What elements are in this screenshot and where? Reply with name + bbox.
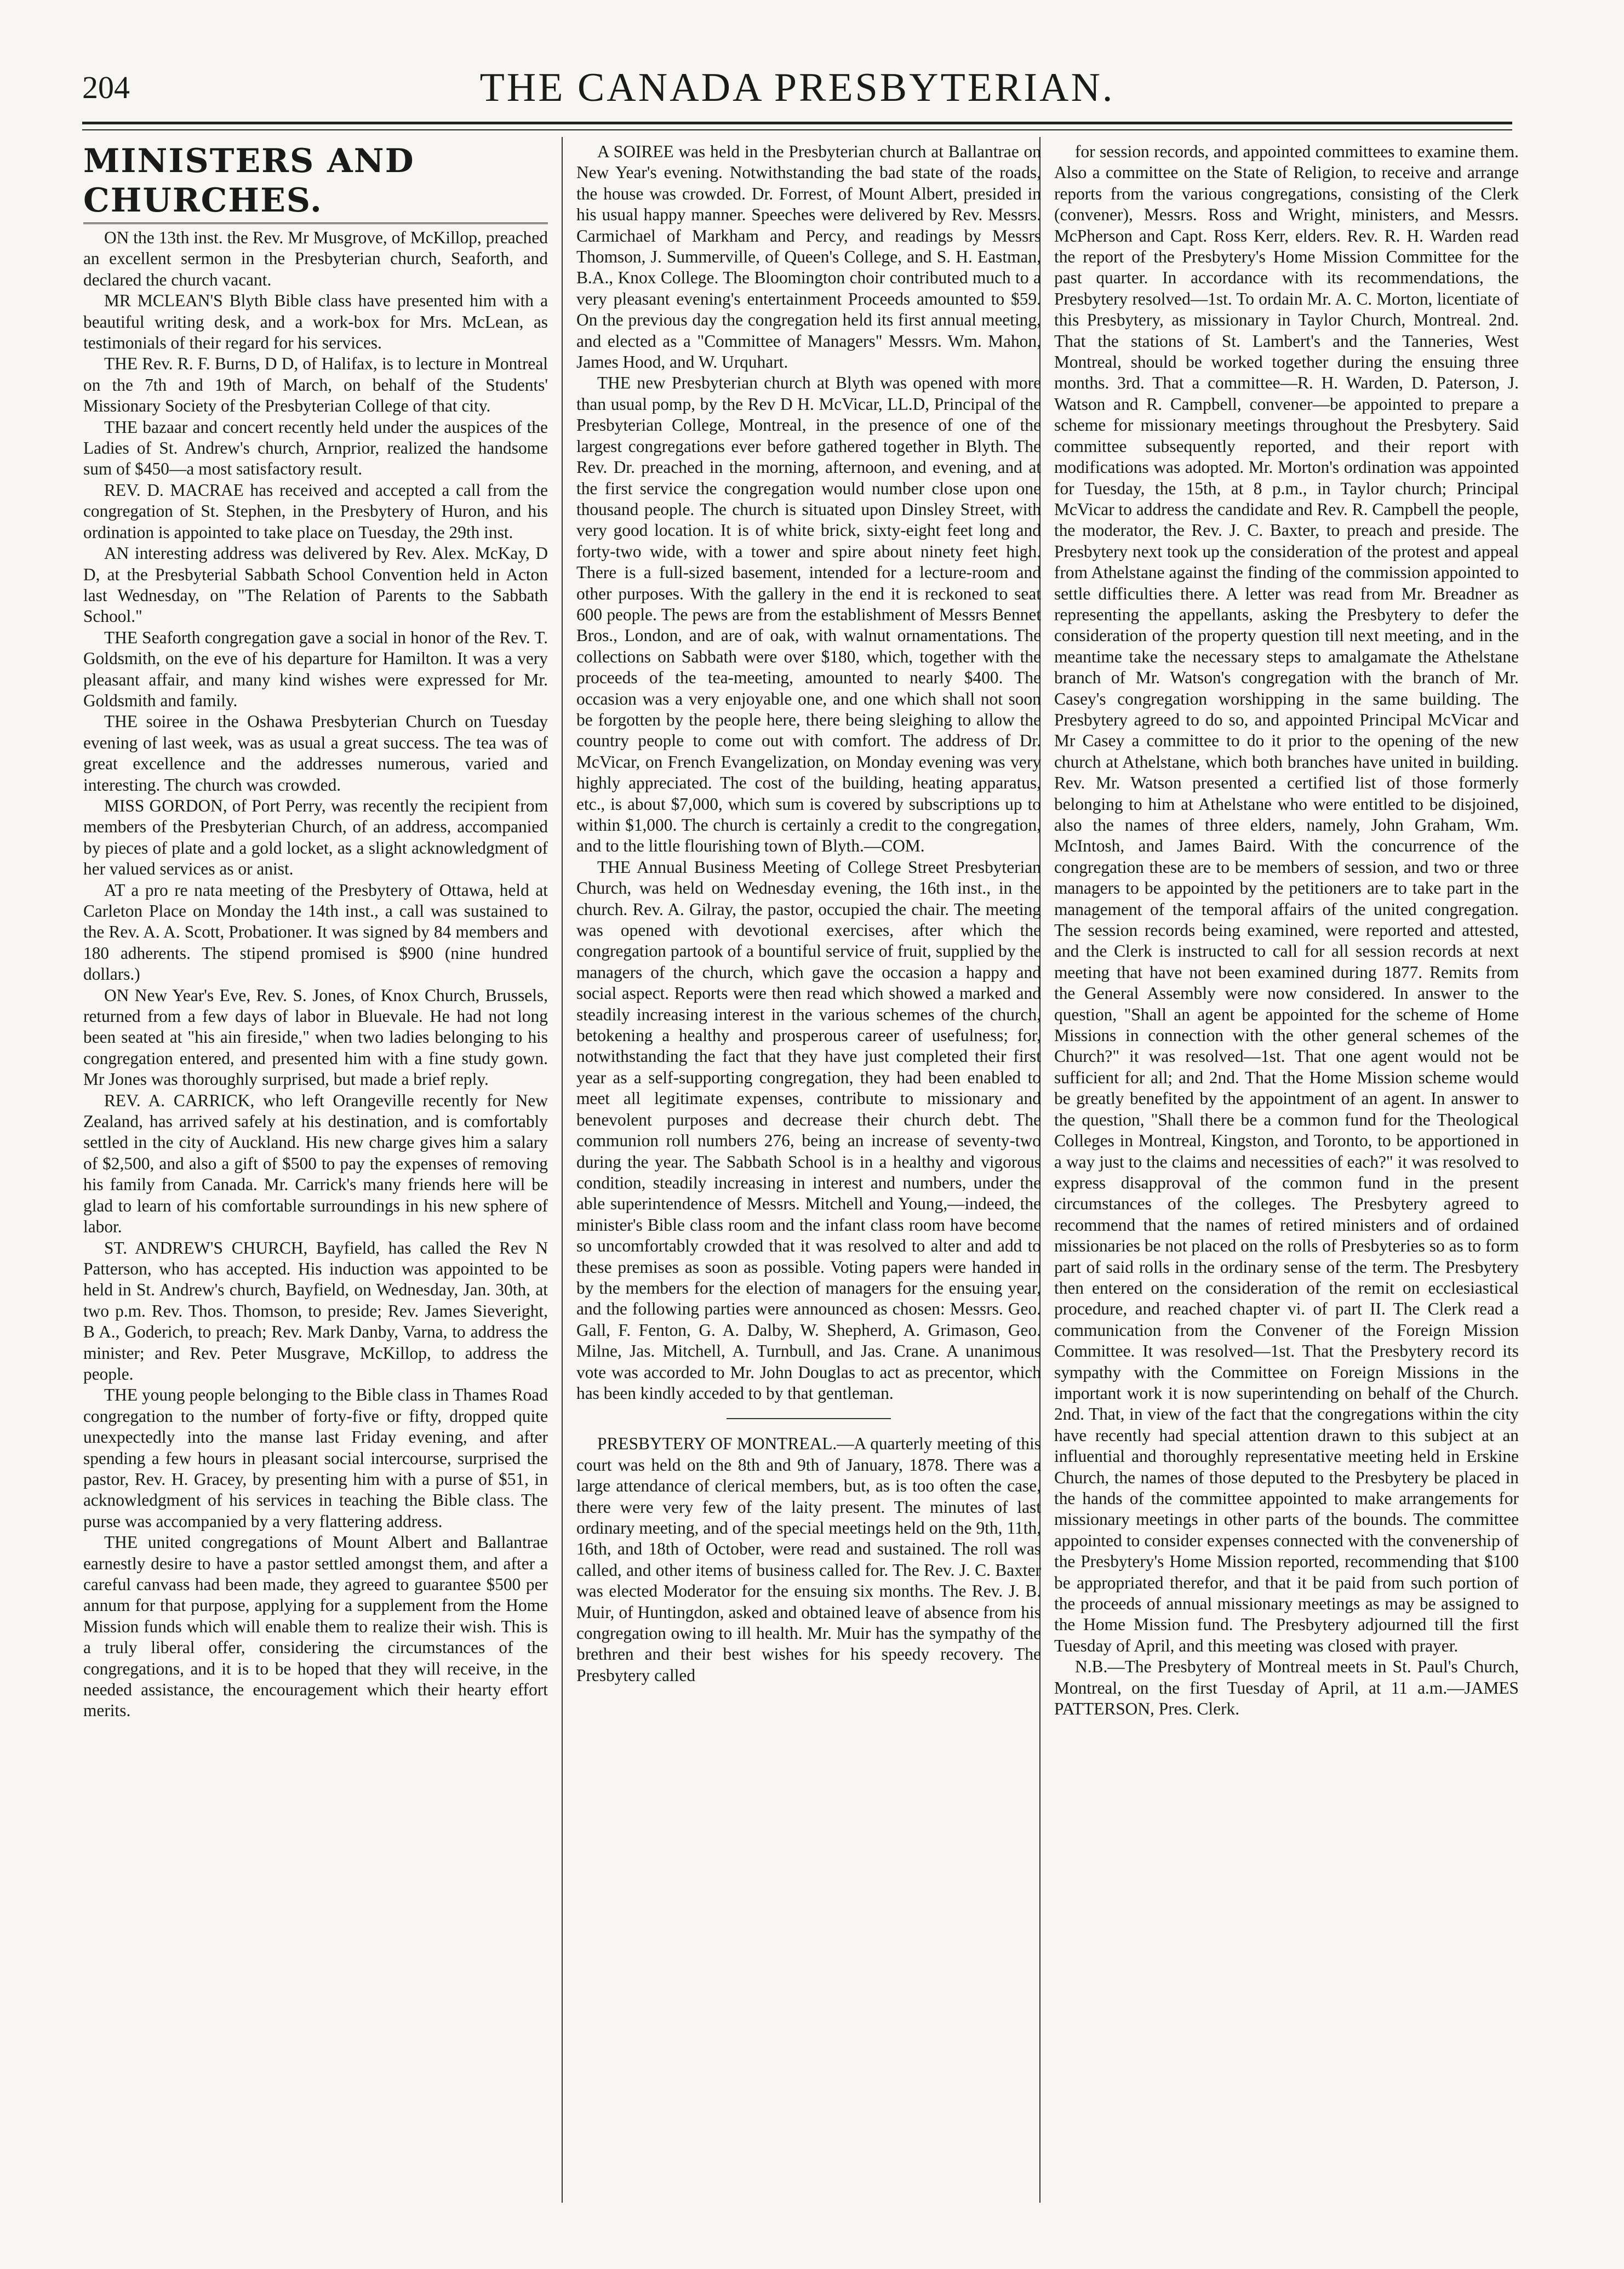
publication-title: THE CANADA PRESBYTERIAN. bbox=[479, 65, 1115, 110]
news-item: ON the 13th inst. the Rev. Mr Musgrove, of McKillop, preached an excellent sermon in the Presbyterian church, Seaforth, and declared the church vacant. bbox=[83, 228, 548, 289]
presbytery-notice: N.B.—The Presbytery of Montreal meets in St. Paul's Church, Montreal, on the first Tuesday of April, at 11 a.m.—JAMES PATTERSON, Pres. Clerk. bbox=[1054, 1657, 1519, 1719]
presbytery-report-continued: for session records, and appointed committees to examine them. Also a committee on the State of Religion, to receive and arrange reports from the various congregations, consisting of the Clerk (convener), Messrs. Ross and Wright, ministers, and Messrs. McPherson and Capt. Ross Kerr, elders. Rev. R. H. Warden read the report of the Presbytery's Home Mission Committee for the past quarter. In accordance with its recommendations, the Presbytery resolved—1st. To ordain Mr. A. C. Morton, licentiate of this Presbytery, as missionary in Taylor Church, Montreal. 2nd. That the stations of St. Lambert's and the Tanneries, West Montreal, should be worked together during the ensuing three months. 3rd. That a committee—R. H. Warden, D. Paterson, J. Watson and R. Campbell, convener—be appointed to prepare a scheme for missionary meetings throughout the Presbytery. Said committee subsequently reported, and their report with modifications was adopted. Mr. Morton's ordination was appointed for Tuesday, the 15th, at 8 p.m., in Taylor church; Principal McVicar to address the candidate and Rev. R. Campbell the people, the moderator, the Rev. J. C. Baxter, to preach and preside. The Presbytery next took up the consideration of the protest and appeal from Athelstane against the finding of the commission appointed to settle difficulties there. A letter was read from Mr. Breadner as representing the appellants, asking the Presbytery to defer the consideration of the property question till next meeting, and in the meantime take the necessary steps to amalgamate the Athelstane branch of Mr. Watson's congregation with the branch of Mr. Casey's congregation worshipping in the same building. The Presbytery agreed to do so, and appointed Principal McVicar and Mr Casey a committee to do it prior to the opening of the new church at Athelstane, which both branches have united in building. Rev. Mr. Watson presented a certified list of those formerly belonging to him at Athelstane who were entitled to be disjoined, also the names of three elders, namely, John Graham, Wm. McIntosh, and James Baird. With the concurrence of the congregation these are to be members of session, and two or three managers to be appointed by the petitioners are to take part in the management of the temporal affairs of the united congregation. The session records being examined, were reported and attested, and the Clerk is instructed to call for all session records at next meeting that have not been examined during 1877. Remits from the General Assembly were now considered. In answer to the question, "Shall an agent be appointed for the scheme of Home Missions in connection with the other general schemes of the Church?" it was resolved—1st. That one agent would not be sufficient for all; and 2nd. That the Home Mission scheme would be greatly benefited by the appointment of an agent. In answer to the question, "Shall there be a common fund for the Theological Colleges in Montreal, Kingston, and Toronto, to be apportioned in a way just to the claims and necessities of each?" it was resolved to express disapproval of the common fund in the present circumstances of the colleges. The Presbytery agreed to recommend that the names of retired ministers and of ordained missionaries be not placed on the rolls of Presbyteries so as to form part of said rolls in the ordinary sense of the term. The Presbytery then entered on the consideration of the remit on ecclesiastical procedure, and reached chapter vi. of part II. The Clerk read a communication from the Convener of the Foreign Mission Committee. It was resolved—1st. That the Presbytery record its sympathy with the Committee on Foreign Missions in the important work it is now superintending on behalf of the Church. 2nd. That, in view of the fact that the congregations within the city have recently had special attention drawn to this subject at an influential and thoroughly representative meeting held in Erskine Church, the names of those deputed to the Presbytery be placed in the hands of the committee appointed to make arrangements for missionary meetings in other parts of the bounds. The committee appointed to consider expenses connected with the convenership of the Presbytery's Home Mission reported, recommending that $100 be appropriated therefor, and that it be paid from such portion of the proceeds of annual missionary meetings as may be assigned to the Home Mission fund. The Presbytery adjourned till the first Tuesday of April, and this meeting was closed with prayer. bbox=[1054, 142, 1519, 1655]
news-item: AN interesting address was delivered by Rev. Alex. McKay, D D, at the Presbyterial Sabbath School Convention held in Acton last Wednesday, on "The Relation of Parents to the Sabbath School." bbox=[83, 544, 548, 626]
news-item: THE Seaforth congregation gave a social in honor of the Rev. T. Goldsmith, on the eve of his departure for Hamilton. It was a very pleasant affair, and many kind wishes were expressed for Mr. Goldsmith and family. bbox=[83, 627, 548, 710]
news-item: MISS GORDON, of Port Perry, was recently the recipient from members of the Presbyterian Church, of an address, accompanied by pieces of plate and a gold locket, as a slight acknowledgment of her valued services as or anist. bbox=[83, 796, 548, 879]
article-separator bbox=[727, 1418, 891, 1419]
news-item: THE Rev. R. F. Burns, D D, of Halifax, is to lecture in Montreal on the 7th and 19th of March, on behalf of the Students' Missionary Society of the Presbyterian College of that city. bbox=[83, 354, 548, 416]
news-item: REV. D. MACRAE has received and accepted a call from the congregation of St. Stephen, in the Presbytery of Huron, and his ordination is appointed to take place on Tuesday, the 29th inst. bbox=[83, 480, 548, 542]
page-header bbox=[82, 59, 1512, 119]
news-item: THE bazaar and concert recently held under the auspices of the Ladies of St. Andrew's church, Arnprior, realized the handsome sum of $450—a most satisfactory result. bbox=[83, 417, 548, 479]
column-3 bbox=[1054, 141, 1519, 2191]
column-1 bbox=[83, 141, 548, 2191]
page-number: 204 bbox=[82, 70, 130, 105]
news-item: ON New Year's Eve, Rev. S. Jones, of Knox Church, Brussels, returned from a few days of labor in Bluevale. He had not long been seated at "his ain fireside," when two ladies belonging to his congregation entered, and presented him with a fine study gown. Mr Jones was thoroughly surprised, but made a brief reply. bbox=[83, 985, 548, 1089]
news-item: THE Annual Business Meeting of College Street Presbyterian Church, was held on Wednesday evening, the 16th inst., in the church. Rev. A. Gilray, the pastor, occupied the chair. The meeting was opened with devotional exercises, after which the congregation partook of a bountiful service of fruit, supplied by the managers of the church, which gave the occasion a happy and social aspect. Reports were then read which showed a marked and steadily increasing interest in the various schemes of the church, betokening a healthy and prosperous career of usefulness; for, notwithstanding the fact that they have just completed their first year as a self-supporting congregation, they had been enabled to meet all legitimate expenses, contribute to missionary and benevolent purposes and decrease their church debt. The communion roll numbers 276, being an increase of seventy-two during the year. The Sabbath School is in a healthy and vigorous condition, steadily increasing in interest and numbers, under the able superintendence of Messrs. Mitchell and Young,—indeed, the minister's Bible class room and the infant class room have become so uncomfortably crowded that it was resolved to alter and add to these premises as soon as possible. Voting papers were handed in by the members for the election of managers for the ensuing year, and the following parties were announced as chosen: Messrs. Geo. Gall, F. Fenton, G. A. Dalby, W. Shepherd, A. Grimason, Geo. Milne, Jas. Mitchell, A. Turnbull, and Jas. Crane. A unanimous vote was accorded to Mr. John Douglas to act as precentor, which has been kindly acceded to by that gentleman. bbox=[576, 857, 1041, 1403]
news-item: THE united congregations of Mount Albert and Ballantrae earnestly desire to have a pastor settled amongst them, and after a careful canvass had been made, they agreed to guarantee $500 per annum for that purpose, applying for a supplement from the Home Mission funds which will enable them to realize their wish. This is a truly liberal offer, considering the circumstances of the congregations, and it is to be hoped that they will receive, in the needed assistance, the encouragement which their hearty effort merits. bbox=[83, 1533, 548, 1721]
header-rule-thick bbox=[82, 122, 1512, 124]
news-item: ST. ANDREW'S CHURCH, Bayfield, has called the Rev N Patterson, who has accepted. His induction was appointed to be held in St. Andrew's church, Bayfield, on Wednesday, Jan. 30th, at two p.m. Rev. Thos. Thomson, to preside; Rev. James Sieveright, B A., Goderich, to preach; Rev. Mark Danby, Varna, to address the minister; and Rev. Peter Musgrave, McKillop, to address the people. bbox=[83, 1238, 548, 1384]
news-item: A SOIREE was held in the Presbyterian church at Ballantrae on New Year's evening. Notwithstanding the bad state of the roads, the house was crowded. Dr. Forrest, of Mount Albert, presided in his usual happy manner. Speeches were delivered by Rev. Messrs. Carmichael of Markham and Percy, and readings by Messrs Thomson, J. Summerville, of Queen's College, and S. H. Eastman, B.A., Knox College. The Bloomington choir contributed much to a very pleasant evening's entertainment Proceeds amounted to $59. On the previous day the congregation held its first annual meeting, and elected as a "Committee of Managers" Messrs. Wm. Mahon, James Hood, and W. Urquhart. bbox=[576, 142, 1041, 372]
news-item: THE soiree in the Oshawa Presbyterian Church on Tuesday evening of last week, was as usual a great success. The tea was of great excellence and the addresses numerous, varied and interesting. The church was crowded. bbox=[83, 712, 548, 795]
section-title: MINISTERS AND CHURCHES. bbox=[83, 141, 548, 224]
news-item: MR MCLEAN'S Blyth Bible class have presented him with a beautiful writing desk, and a work-box for Mrs. McLean, as testimonials of their regard for his services. bbox=[83, 291, 548, 353]
news-item: REV. A. CARRICK, who left Orangeville recently for New Zealand, has arrived safely at his destination, and is comfortably settled in the city of Auckland. His new charge gives him a salary of $2,500, and also a gift of $500 to pay the expenses of removing his family from Canada. Mr. Carrick's many friends here will be glad to learn of his comfortable surroundings in his new sphere of labor. bbox=[83, 1090, 548, 1237]
header-rule-thin bbox=[82, 129, 1512, 130]
column-divider-1 bbox=[562, 137, 563, 2203]
presbytery-report: PRESBYTERY OF MONTREAL.—A quarterly meeting of this court was held on the 8th and 9th of January, 1878. There was a large attendance of clerical members, but, as is too often the case, there were very few of the laity present. The minutes of last ordinary meeting, and of the special meetings held on the 9th, 11th, 16th, and 18th of October, were read and sustained. The roll was called, and other items of business called for. The Rev. J. C. Baxter was elected Moderator for the ensuing six months. The Rev. J. B. Muir, of Huntingdon, asked and obtained leave of absence from his congregation owing to ill health. Mr. Muir has the sympathy of the brethren and their best wishes for his speedy recovery. The Presbytery called bbox=[576, 1434, 1041, 1685]
news-item: AT a pro re nata meeting of the Presbytery of Ottawa, held at Carleton Place on Monday the 14th inst., a call was sustained to the Rev. A. A. Scott, Probationer. It was signed by 84 members and 180 adherents. The stipend promised is $900 (nine hundred dollars.) bbox=[83, 880, 548, 984]
news-item: THE young people belonging to the Bible class in Thames Road congregation to the number of forty-five or fifty, dropped quite unexpectedly into the manse last Friday evening, and after spending a few hours in pleasant social intercourse, surprised the pastor, Rev. H. Gracey, by presenting him with a purse of $51, in acknowledgment of his services in teaching the Bible class. The purse was accompanied by a very flattering address. bbox=[83, 1385, 548, 1531]
column-2 bbox=[576, 141, 1041, 2191]
news-item: THE new Presbyterian church at Blyth was opened with more than usual pomp, by the Rev D H. McVicar, LL.D, Principal of the Presbyterian College, Montreal, in the presence of one of the largest congregations ever before gathered together in Blyth. The Rev. Dr. preached in the morning, afternoon, and evening, and at the first service the congregation would number close upon one thousand people. The church is situated upon Dinsley Street, with very good location. It is of white brick, sixty-eight feet long and forty-two wide, with a tower and spire about ninety feet high. There is a full-sized basement, intended for a lecture-room and other purposes. With the gallery in the end it is reckoned to seat 600 people. The pews are from the establishment of Messrs Bennet Bros., London, and are of oak, with walnut ornamentations. The collections on Sabbath were over $180, which, together with the proceeds of the tea-meeting, amounted to nearly $400. The occasion was a very enjoyable one, and one which shall not soon be forgotten by the people here, there being sleighing to allow the country people to come out with comfort. The address of Dr. McVicar, on French Evangelization, on Monday evening was very highly appreciated. The cost of the building, heating apparatus, etc., is about $7,000, which sum is covered by subscriptions up to within $1,000. The church is certainly a credit to the congregation, and to the little flourishing town of Blyth.—COM. bbox=[576, 373, 1041, 856]
